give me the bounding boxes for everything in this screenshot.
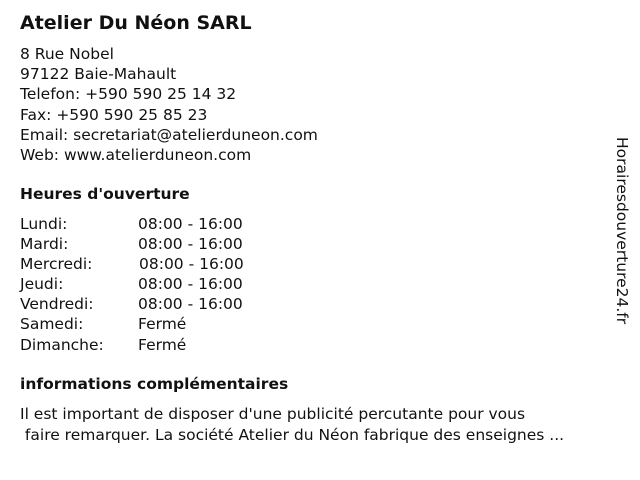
opening-hours-heading: Heures d'ouverture [20,185,190,203]
additional-info-heading: informations complémentaires [20,375,289,393]
hours-day: Lundi: [20,215,68,233]
fax-line: Fax: +590 590 25 85 23 [20,105,208,124]
hours-time: Fermé [138,335,187,354]
hours-time: 08:00 - 16:00 [138,215,243,233]
info-line-1: Il est important de disposer d'une publicité percutante pour vous [20,405,526,423]
watermark [613,137,633,343]
phone-line: Telefon: +590 590 25 14 32 [20,85,237,104]
hours-time: 08:00 - 16:00 [139,255,244,274]
hours-time: Fermé [138,315,187,334]
hours-row-friday [20,294,320,314]
address-line-city: 97122 Baie-Mahault [20,65,177,84]
hours-day: Dimanche: [20,335,104,354]
info-line-2: faire remarquer. La société Atelier du Néon fabrique des enseignes ... [20,426,565,444]
business-name: Atelier Du Néon SARL [20,12,252,34]
contact-block [20,44,318,165]
hours-day: Samedi: [20,315,84,334]
additional-info-text [20,404,564,446]
hours-row-thursday [20,274,320,294]
hours-row-sunday [20,335,320,355]
hours-day: Mercredi: [20,255,93,274]
watermark-text: Horairesdouverture24.fr [613,137,631,325]
web-line: Web: www.atelierduneon.com [20,145,252,164]
hours-time: 08:00 - 16:00 [138,275,243,294]
address-line-street: 8 Rue Nobel [20,45,114,63]
hours-row-monday [20,214,320,234]
hours-row-wednesday [20,254,320,274]
email-line: Email: secretariat@atelierduneon.com [20,125,318,144]
hours-day: Jeudi: [20,275,64,294]
hours-time: 08:00 - 16:00 [138,295,243,314]
opening-hours-table [20,214,320,355]
hours-row-tuesday [20,234,320,254]
hours-row-saturday [20,314,320,334]
hours-time: 08:00 - 16:00 [138,235,243,254]
hours-day: Mardi: [20,235,69,254]
hours-day: Vendredi: [20,295,94,314]
